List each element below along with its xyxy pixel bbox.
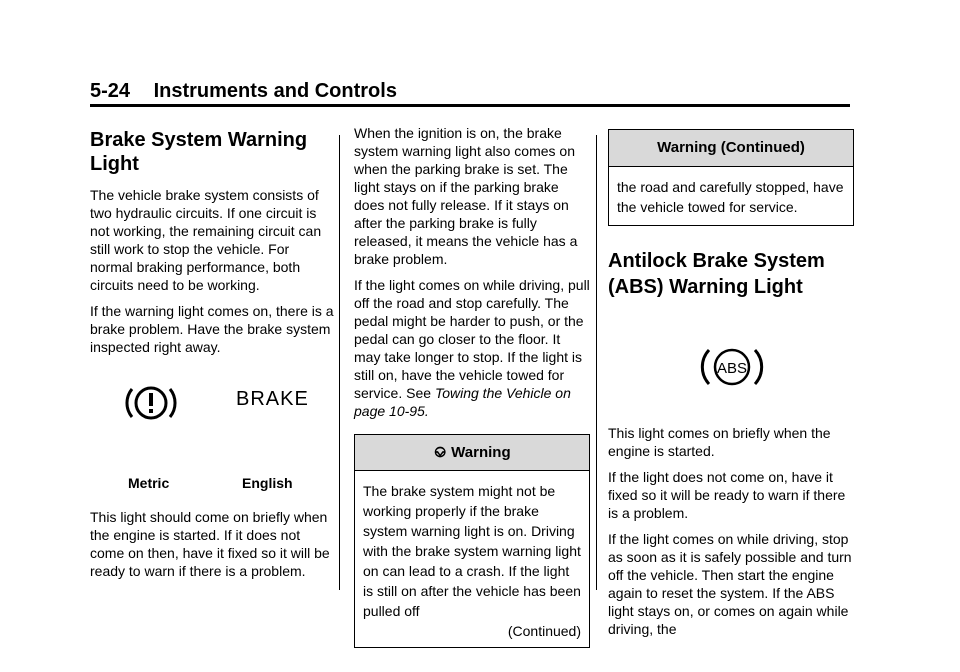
caption-english: English: [242, 475, 293, 491]
paragraph: This light comes on briefly when the engine is started.: [608, 425, 831, 459]
icon-captions: [90, 474, 335, 496]
brake-icons: [90, 368, 335, 468]
column-2: [354, 124, 590, 648]
paragraph: If the warning light comes on, there is a brake problem. Have the brake system inspected right away.: [90, 303, 334, 355]
page-header: [90, 80, 397, 103]
warning-continued-header: Warning (Continued): [609, 130, 853, 167]
column-divider-2: [596, 135, 597, 590]
paragraph: If the light comes on while driving, stop as soon as it is safely possible and turn off the vehicle. Then start the engine again to reset the system. If the ABS light stays on, or comes on again while driving, the: [608, 531, 852, 637]
warning-continued-box: [608, 129, 854, 226]
warning-icon: ⎉: [433, 442, 447, 461]
brake-warning-english-icon: BRAKE: [236, 388, 309, 410]
column-1: [90, 128, 335, 588]
brake-warning-metric-icon: [122, 380, 180, 426]
continued-label: (Continued): [507, 623, 581, 639]
header-rule: [90, 104, 850, 107]
page-number: 5-24: [90, 80, 131, 102]
paragraph: When the ignition is on, the brake system warning light also comes on when the parking brake is set. The light stays on if the parking brake does not fully release. If it stays on after the parking brake is fully released, it means the vehicle has a brake problem.: [354, 125, 578, 267]
warning-text: The brake system might not be working properly if the brake system warning light is on. Driving with the brake system warning light on can lead to a crash. If the light is still on after the vehicle has been pulled off: [363, 483, 581, 619]
abs-icon-label: ABS: [716, 360, 748, 377]
warning-body: [355, 471, 589, 647]
warning-title: Warning: [451, 444, 511, 461]
abs-warning-heading: Antilock Brake System (ABS) Warning Light: [608, 250, 825, 298]
paragraph: The vehicle brake system consists of two hydraulic circuits. If one circuit is not working, the remaining circuit can still work to stop the vehicle. For normal braking performance, both circuits need to be working.: [90, 187, 322, 293]
section-title: Instruments and Controls: [153, 80, 397, 102]
brake-warning-heading: Brake System Warning Light: [90, 129, 308, 175]
paragraph-text: If the light comes on while driving, pull off the road and stop carefully. The pedal might be harder to push, or the pedal can go closer to the floor. It may take longer to stop. If the light is still on, have the vehicle towed for service. See: [354, 277, 590, 401]
paragraph: [354, 276, 590, 420]
warning-box: [354, 434, 590, 648]
column-3: [608, 129, 854, 646]
abs-warning-icon: [696, 342, 768, 392]
warning-continued-text: the road and carefully stopped, have the vehicle towed for service.: [617, 179, 844, 215]
caption-metric: Metric: [128, 475, 170, 491]
column-divider-1: [339, 135, 340, 590]
warning-header: [355, 435, 589, 471]
paragraph: This light should come on briefly when the engine is started. If it does not come on then, have it fixed so it will be ready to warn if there is a problem.: [90, 509, 330, 579]
towing-reference-link[interactable]: Towing the Vehicle on page 10-95.: [354, 385, 571, 419]
paragraph: If the light does not come on, have it fixed so it will be ready to warn if there is a problem.: [608, 469, 846, 521]
